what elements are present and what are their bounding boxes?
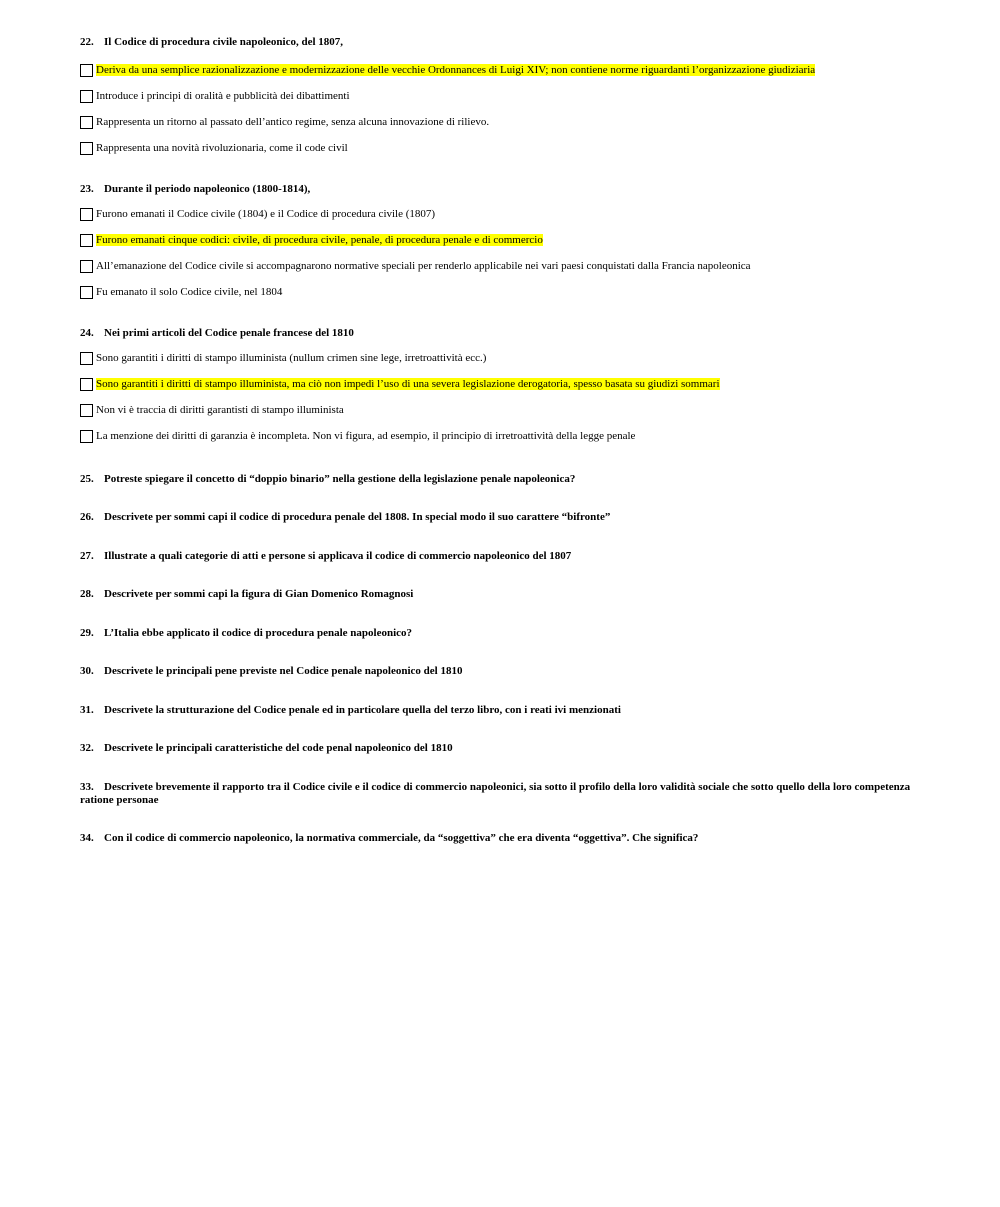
question-text: Potreste spiegare il concetto di “doppio binario” nella gestione della legislazione penale napoleonica?: [104, 473, 576, 485]
answer-option-text: Furono emanati cinque codici: civile, di procedura civile, penale, di procedura penale e di commercio: [96, 234, 543, 246]
open-question-33: [80, 781, 920, 807]
question-text: Descrivete brevemente il rapporto tra il Codice civile e il codice di commercio napoleonici, sia sotto il profilo della loro validità sociale che sotto quello della loro competenza ratione personae: [80, 781, 911, 806]
answer-option[interactable]: [80, 201, 920, 227]
answer-option-text: La menzione dei diritti di garanzia è incompleta. Non vi figura, ad esempio, il principio di irretroattività della legge penale: [96, 430, 636, 442]
question-number: 33.: [80, 781, 94, 793]
question-number: 34.: [80, 832, 94, 844]
question-number: 27.: [80, 550, 94, 562]
checkbox-icon[interactable]: [80, 404, 93, 417]
question-title: [80, 36, 920, 49]
answer-option-text: Furono emanati il Codice civile (1804) e il Codice di procedura civile (1807): [96, 208, 436, 220]
question-text: Illustrate a quali categorie di atti e persone si applicava il codice di commercio napoleonico del 1807: [104, 550, 572, 562]
answer-option-text: Sono garantiti i diritti di stampo illuminista (nullum crimen sine lege, irretroattività ecc.): [96, 352, 487, 364]
checkbox-icon[interactable]: [80, 64, 93, 77]
question-number: 29.: [80, 627, 94, 639]
answer-option-text: Deriva da una semplice razionalizzazione e modernizzazione delle vecchie Ordonnances di Luigi XIV; non contiene norme riguardanti l’organizzazione giudiziaria: [96, 64, 816, 76]
question-text: L’Italia ebbe applicato il codice di procedura penale napoleonico?: [104, 627, 413, 639]
question-number: 28.: [80, 588, 94, 600]
answer-option-text: All’emanazione del Codice civile si accompagnarono normative speciali per renderlo applicabile nei vari paesi conquistati dalla Francia napoleonica: [96, 260, 751, 272]
question-number: 23.: [80, 183, 94, 195]
checkbox-icon[interactable]: [80, 352, 93, 365]
answer-option[interactable]: [80, 83, 920, 109]
question-number: 24.: [80, 327, 94, 339]
checkbox-icon[interactable]: [80, 142, 93, 155]
checkbox-icon[interactable]: [80, 378, 93, 391]
checkbox-icon[interactable]: [80, 260, 93, 273]
question-title: [80, 183, 920, 196]
checkbox-icon[interactable]: [80, 116, 93, 129]
answer-option-text: Non vi è traccia di diritti garantisti di stampo illuminista: [96, 404, 344, 416]
answer-option[interactable]: [80, 279, 920, 305]
question-text: Descrivete le principali pene previste nel Codice penale napoleonico del 1810: [104, 665, 463, 677]
answer-option-text: Fu emanato il solo Codice civile, nel 1804: [96, 286, 283, 298]
checkbox-icon[interactable]: [80, 430, 93, 443]
question-number: 25.: [80, 473, 94, 485]
answer-option[interactable]: [80, 135, 920, 161]
checkbox-icon[interactable]: [80, 90, 93, 103]
answer-option[interactable]: [80, 371, 920, 397]
open-question-32: [80, 742, 920, 755]
answer-option[interactable]: [80, 57, 920, 83]
question-text: Descrivete per sommi capi il codice di procedura penale del 1808. In special modo il suo carattere “bifronte”: [104, 511, 611, 523]
question-text: Il Codice di procedura civile napoleonico, del 1807,: [104, 36, 344, 48]
question-number: 30.: [80, 665, 94, 677]
open-question-27: [80, 550, 920, 563]
question-number: 32.: [80, 742, 94, 754]
open-question-29: [80, 627, 920, 640]
question-text: Con il codice di commercio napoleonico, la normativa commerciale, da “soggettiva” che era diventa “oggettiva”. Che significa?: [104, 832, 699, 844]
open-question-31: [80, 704, 920, 717]
answer-option[interactable]: [80, 109, 920, 135]
question-number: 31.: [80, 704, 94, 716]
answer-option[interactable]: [80, 345, 920, 371]
question-text: Durante il periodo napoleonico (1800-1814),: [104, 183, 311, 195]
checkbox-icon[interactable]: [80, 208, 93, 221]
question-text: Descrivete per sommi capi la figura di Gian Domenico Romagnosi: [104, 588, 414, 600]
open-question-34: [80, 832, 920, 845]
question-title: [80, 327, 920, 340]
answer-option[interactable]: [80, 397, 920, 423]
open-question-26: [80, 511, 920, 524]
question-24: [80, 327, 920, 442]
open-question-25: [80, 473, 920, 486]
question-23: [80, 183, 920, 298]
answer-option[interactable]: [80, 423, 920, 449]
answer-option-text: Sono garantiti i diritti di stampo illuminista, ma ciò non impedì l’uso di una severa legislazione derogatoria, spesso basata su giudizi sommari: [96, 378, 720, 390]
open-question-30: [80, 665, 920, 678]
checkbox-icon[interactable]: [80, 286, 93, 299]
question-22: [80, 36, 920, 154]
checkbox-icon[interactable]: [80, 234, 93, 247]
answer-option[interactable]: [80, 227, 920, 253]
answer-option-text: Rappresenta un ritorno al passato dell’antico regime, senza alcuna innovazione di rilievo.: [96, 116, 490, 128]
question-text: Descrivete le principali caratteristiche del code penal napoleonico del 1810: [104, 742, 453, 754]
answer-option[interactable]: [80, 253, 920, 279]
question-text: Nei primi articoli del Codice penale francese del 1810: [104, 327, 354, 339]
answer-option-text: Rappresenta una novità rivoluzionaria, come il code civil: [96, 142, 348, 154]
question-number: 22.: [80, 36, 94, 48]
answer-option-text: Introduce i principi di oralità e pubblicità dei dibattimenti: [96, 90, 350, 102]
question-number: 26.: [80, 511, 94, 523]
question-text: Descrivete la strutturazione del Codice penale ed in particolare quella del terzo libro, con i reati ivi menzionati: [104, 704, 621, 716]
open-question-28: [80, 588, 920, 601]
